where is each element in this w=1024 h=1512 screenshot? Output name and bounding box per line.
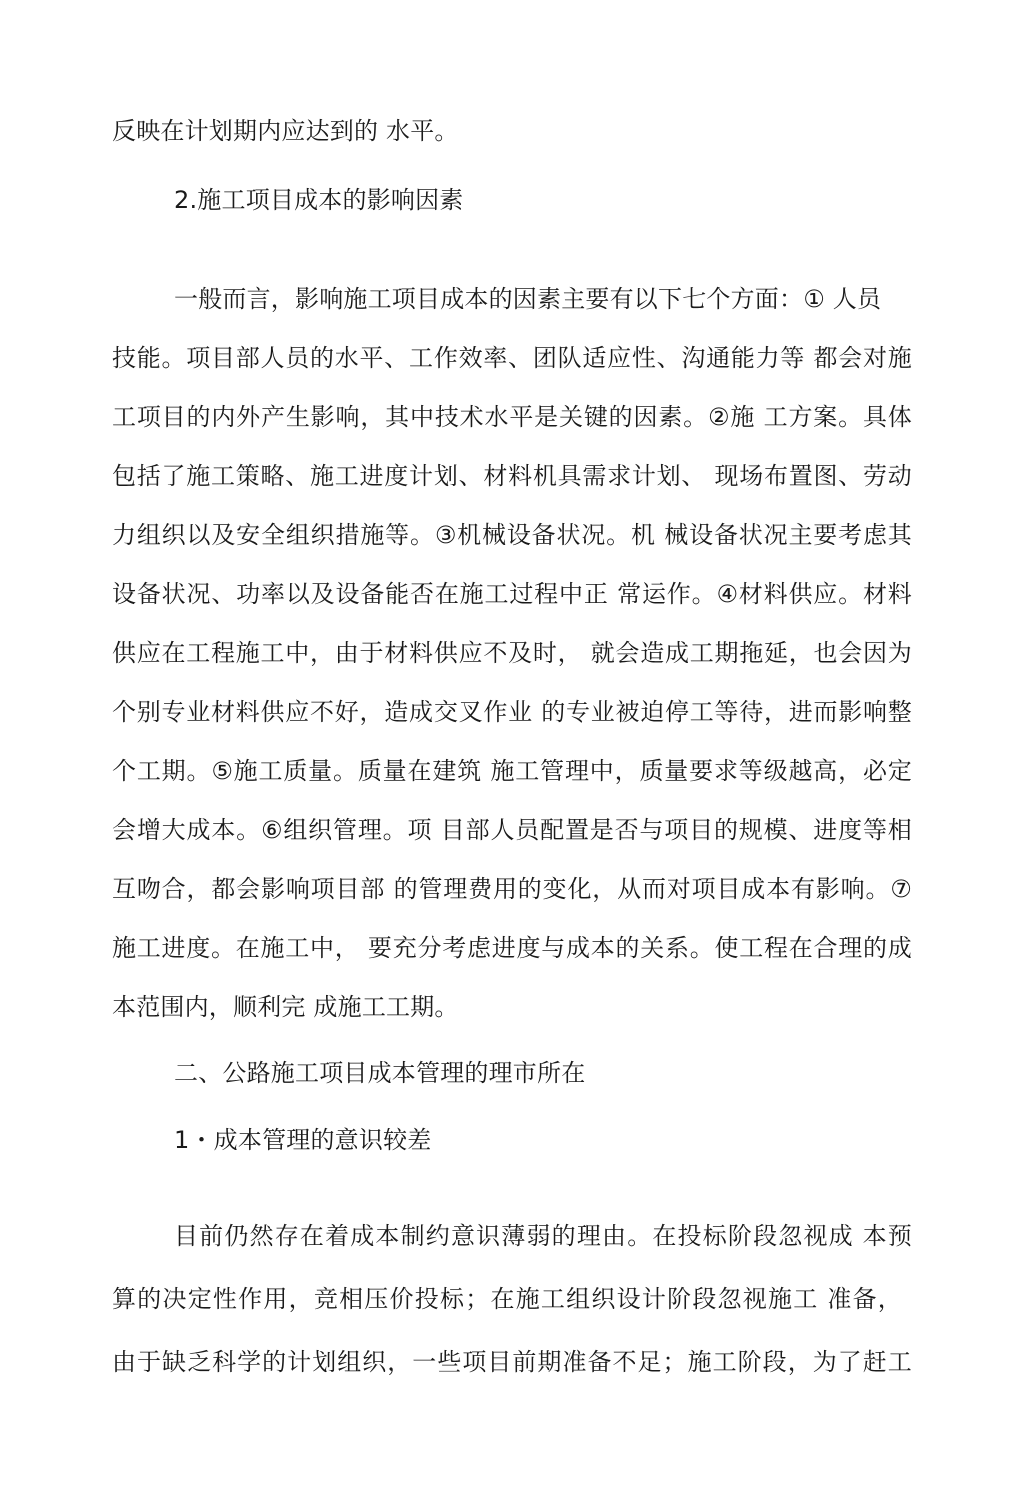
- paragraph-line: 设备状况、功率以及设备能否在施工过程中正 常运作。④材料供应。材料: [112, 580, 912, 608]
- paragraph-line: 算的决定性作用，竞相压价投标；在施工组织设计阶段忽视施工 准备，: [112, 1285, 902, 1313]
- text-line: 反映在计划期内应达到的 水平。: [112, 117, 459, 145]
- section-heading: 二、公路施工项目成本管理的理市所在: [174, 1059, 586, 1087]
- paragraph-line: 供应在工程施工中，由于材料供应不及时， 就会造成工期拖延，也会因为: [112, 639, 912, 667]
- paragraph-line: 互吻合，都会影响项目部 的管理费用的变化，从而对项目成本有影响。⑦: [112, 875, 912, 903]
- paragraph-line: 会增大成本。⑥组织管理。项 目部人员配置是否与项目的规模、进度等相: [112, 816, 912, 844]
- paragraph-line: 本范围内，顺利完 成施工工期。: [112, 993, 459, 1021]
- paragraph-line: 包括了施工策略、施工进度计划、材料机具需求计划、 现场布置图、劳动: [112, 462, 912, 490]
- paragraph-line: 技能。项目部人员的水平、工作效率、团队适应性、沟通能力等 都会对施: [112, 344, 912, 372]
- paragraph-line: 目前仍然存在着成本制约意识薄弱的理由。在投标阶段忽视成 本预: [174, 1222, 912, 1250]
- paragraph-line: 个工期。⑤施工质量。质量在建筑 施工管理中，质量要求等级越高，必定: [112, 757, 912, 785]
- section-heading: 2.施工项目成本的影响因素: [174, 186, 464, 214]
- paragraph-line: 由于缺乏科学的计划组织，一些项目前期准备不足；施工阶段，为了赶工: [112, 1348, 912, 1376]
- paragraph-line: 一般而言，影响施工项目成本的因素主要有以下七个方面：① 人员: [174, 285, 882, 313]
- subsection-heading: 1・成本管理的意识较差: [174, 1126, 432, 1154]
- paragraph-line: 力组织以及安全组织措施等。③机械设备状况。机 械设备状况主要考虑其: [112, 521, 912, 549]
- paragraph-line: 工项目的内外产生影响，其中技术水平是关键的因素。②施 工方案。具体: [112, 403, 912, 431]
- paragraph-line: 施工进度。在施工中， 要充分考虑进度与成本的关系。使工程在合理的成: [112, 934, 912, 962]
- paragraph-line: 个别专业材料供应不好，造成交叉作业 的专业被迫停工等待，进而影响整: [112, 698, 912, 726]
